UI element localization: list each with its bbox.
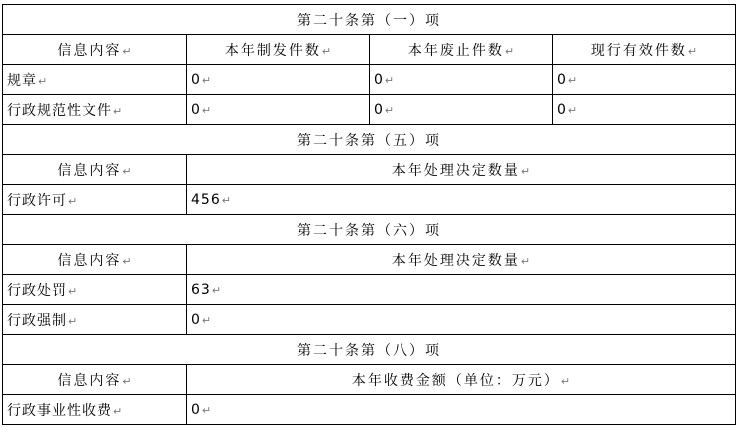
value-cell	[553, 95, 736, 125]
header-row	[3, 35, 736, 65]
paragraph-mark: ↵	[68, 284, 78, 298]
paragraph-mark: ↵	[520, 254, 531, 268]
table-row	[3, 275, 736, 305]
section-title-row	[3, 125, 736, 155]
row-label-text: 行政事业性收费	[7, 402, 112, 419]
header-text: 信息内容	[57, 162, 122, 179]
row-label-text: 行政许可	[7, 192, 67, 209]
value-text: 0	[191, 311, 201, 328]
paragraph-mark: ↵	[122, 374, 132, 388]
paragraph-mark: ↵	[68, 194, 78, 208]
section-title-row	[3, 5, 736, 35]
paragraph-mark: ↵	[687, 44, 698, 58]
header-text: 现行有效件数	[590, 42, 687, 59]
row-label	[3, 275, 187, 305]
header-cell	[187, 365, 736, 395]
row-label	[3, 65, 187, 95]
header-text: 本年收费金额（单位：万元）	[351, 372, 560, 389]
paragraph-mark: ↵	[122, 44, 132, 58]
table-row	[3, 185, 736, 215]
table-row	[3, 395, 736, 425]
value-text: 456	[191, 191, 221, 208]
header-cell	[187, 155, 736, 185]
value-text: 0	[557, 71, 567, 88]
value-cell	[187, 395, 736, 425]
table-row	[3, 65, 736, 95]
value-text: 0	[374, 101, 384, 118]
header-cell	[3, 155, 187, 185]
row-label-text: 行政处罚	[7, 282, 67, 299]
paragraph-mark: ↵	[560, 374, 571, 388]
value-cell	[187, 275, 736, 305]
paragraph-mark: ↵	[68, 314, 78, 328]
header-cell	[370, 35, 553, 65]
header-text: 信息内容	[57, 42, 122, 59]
value-cell	[187, 305, 736, 335]
paragraph-mark: ↵	[38, 74, 48, 88]
value-text: 63	[191, 281, 211, 298]
header-cell	[187, 245, 736, 275]
section-title-text: 第二十条第（八）项	[297, 342, 441, 359]
paragraph-mark: ↵	[567, 103, 578, 117]
header-text: 本年处理决定数量	[391, 252, 520, 269]
header-cell	[553, 35, 736, 65]
paragraph-mark: ↵	[113, 404, 123, 418]
row-label	[3, 305, 187, 335]
paragraph-mark: ↵	[384, 103, 395, 117]
value-cell	[370, 65, 553, 95]
paragraph-mark: ↵	[221, 193, 231, 207]
paragraph-mark: ↵	[122, 164, 132, 178]
section-title	[3, 335, 736, 365]
value-cell	[187, 95, 370, 125]
section-title	[3, 125, 736, 155]
header-text: 信息内容	[57, 252, 122, 269]
paragraph-mark: ↵	[201, 103, 212, 117]
header-text: 信息内容	[57, 372, 122, 389]
value-text: 0	[191, 401, 201, 418]
paragraph-mark: ↵	[567, 73, 578, 87]
row-label	[3, 395, 187, 425]
paragraph-mark: ↵	[122, 254, 132, 268]
disclosure-table	[2, 4, 736, 425]
section-title-text: 第二十条第（六）项	[297, 222, 441, 239]
header-row	[3, 365, 736, 395]
section-title-row	[3, 215, 736, 245]
value-text: 0	[191, 71, 201, 88]
paragraph-mark: ↵	[504, 44, 515, 58]
table-row	[3, 305, 736, 335]
header-cell	[3, 365, 187, 395]
value-cell	[553, 65, 736, 95]
row-label-text: 行政强制	[7, 312, 67, 329]
row-label-text: 规章	[7, 72, 37, 89]
section-title	[3, 215, 736, 245]
paragraph-mark: ↵	[113, 104, 123, 118]
paragraph-mark: ↵	[384, 73, 395, 87]
header-text: 本年废止件数	[407, 42, 504, 59]
header-row	[3, 245, 736, 275]
paragraph-mark: ↵	[520, 164, 531, 178]
section-title-text: 第二十条第（五）项	[297, 132, 441, 149]
header-text: 本年处理决定数量	[391, 162, 520, 179]
header-row	[3, 155, 736, 185]
row-label	[3, 95, 187, 125]
row-label-text: 行政规范性文件	[7, 102, 112, 119]
header-text: 本年制发件数	[224, 42, 321, 59]
section-title-text: 第二十条第（一）项	[297, 12, 441, 29]
paragraph-mark: ↵	[201, 73, 212, 87]
header-cell	[187, 35, 370, 65]
value-text: 0	[374, 71, 384, 88]
table-row	[3, 95, 736, 125]
header-cell	[3, 35, 187, 65]
row-label	[3, 185, 187, 215]
value-cell	[187, 185, 736, 215]
header-cell	[3, 245, 187, 275]
section-title	[3, 5, 736, 35]
paragraph-mark: ↵	[201, 403, 212, 417]
paragraph-mark: ↵	[321, 44, 332, 58]
value-cell	[370, 95, 553, 125]
value-cell	[187, 65, 370, 95]
value-text: 0	[191, 101, 201, 118]
paragraph-mark: ↵	[201, 313, 212, 327]
value-text: 0	[557, 101, 567, 118]
paragraph-mark: ↵	[211, 283, 222, 297]
section-title-row	[3, 335, 736, 365]
